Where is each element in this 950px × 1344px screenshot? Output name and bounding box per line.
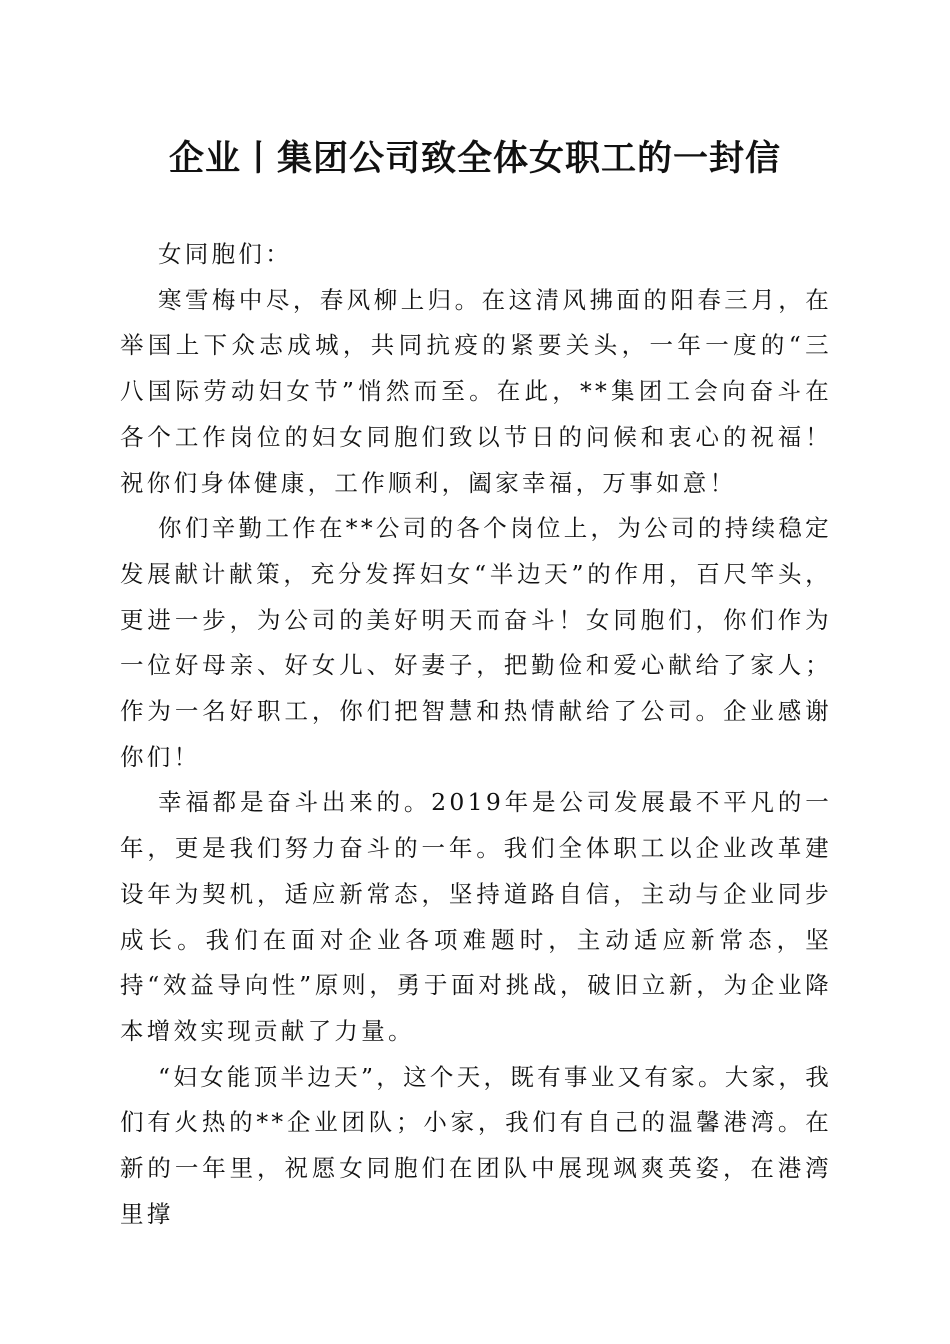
- paragraph-2: 你们辛勤工作在**公司的各个岗位上，为公司的持续稳定发展献计献策，充分发挥妇女“半边天”的作用，百尺竿头，更进一步，为公司的美好明天而奋斗！女同胞们，你们作为一位好母亲、好女儿、好妻子，把勤俭和爱心献给了家人；作为一名好职工，你们把智慧和热情献给了公司。企业感谢你们！: [120, 514, 832, 771]
- paragraph-4: “妇女能顶半边天”，这个天，既有事业又有家。大家，我们有火热的**企业团队；小家，我们有自己的温馨港湾。在新的一年里，祝愿女同胞们在团队中展现飒爽英姿，在港湾里撑: [120, 1062, 832, 1228]
- paragraph-1: 寒雪梅中尽，春风柳上归。在这清风拂面的阳春三月，在举国上下众志成城，共同抗疫的紧要关头，一年一度的“三八国际劳动妇女节”悄然而至。在此，**集团工会向奋斗在各个工作岗位的妇女同胞们致以节日的问候和衷心的祝福！祝你们身体健康，工作顺利，阖家幸福，万事如意！: [120, 285, 832, 497]
- document-body: [120, 232, 832, 1237]
- paragraph-3: 幸福都是奋斗出来的。2019年是公司发展最不平凡的一年，更是我们努力奋斗的一年。我们全体职工以企业改革建设年为契机，适应新常态，坚持道路自信，主动与企业同步成长。我们在面对企业各项难题时，主动适应新常态，坚持“效益导向性”原则，勇于面对挑战，破旧立新，为企业降本增效实现贡献了力量。: [120, 788, 832, 1045]
- document-title: 企业丨集团公司致全体女职工的一封信: [168, 138, 781, 179]
- salutation: 女同胞们：: [158, 240, 292, 268]
